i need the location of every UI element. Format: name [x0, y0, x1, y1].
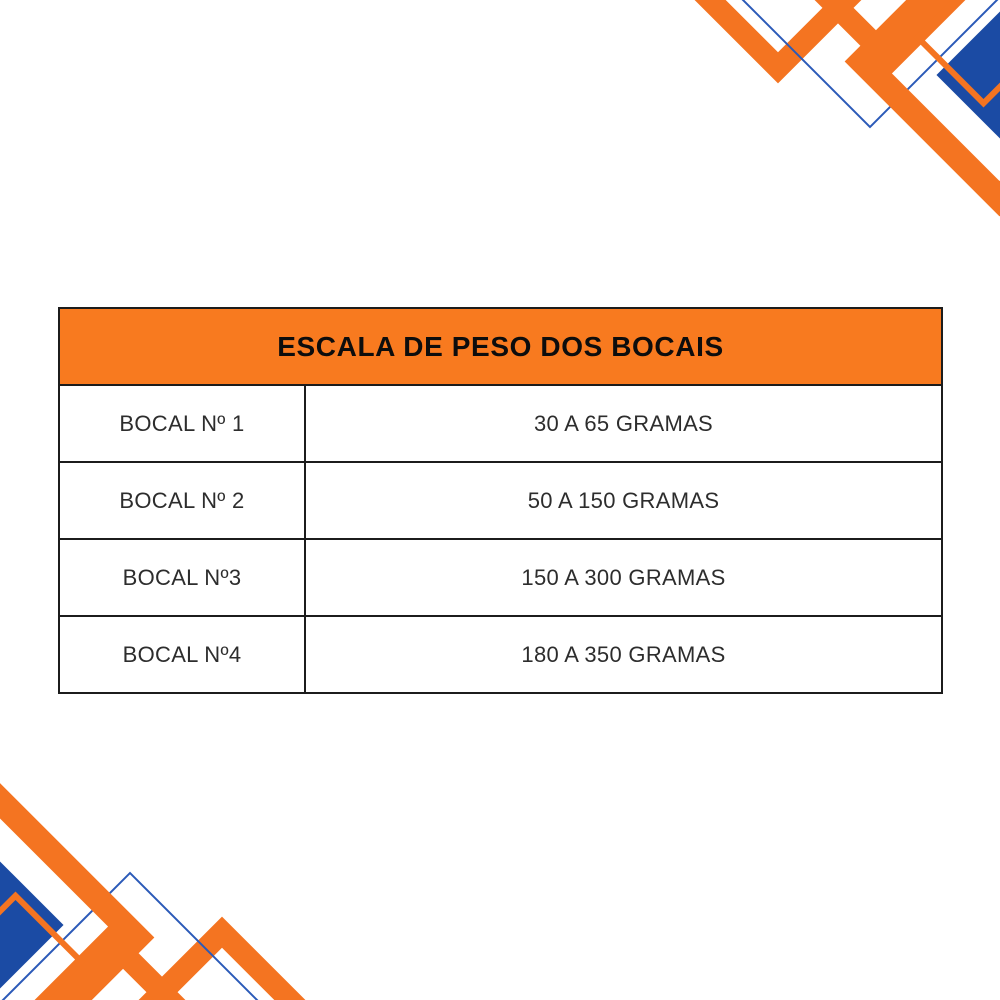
weight-range-value: 50 A 150 GRAMAS	[527, 487, 720, 513]
nozzle-label: BOCAL Nº 2	[60, 463, 306, 538]
nozzle-weight-table	[58, 307, 943, 694]
weight-range-value: 150 A 300 GRAMAS	[521, 564, 726, 590]
nozzle-label: BOCAL Nº3	[60, 540, 306, 615]
table-row	[60, 386, 941, 461]
weight-range-value: 30 A 65 GRAMAS	[533, 410, 714, 436]
table-title: ESCALA DE PESO DOS BOCAIS	[60, 309, 941, 386]
table-row	[60, 538, 941, 615]
table-row	[60, 615, 941, 692]
weight-range-value: 180 A 350 GRAMAS	[521, 641, 726, 667]
nozzle-label: BOCAL Nº 1	[60, 386, 306, 461]
nozzle-label: BOCAL Nº4	[60, 617, 306, 692]
table-row	[60, 461, 941, 538]
